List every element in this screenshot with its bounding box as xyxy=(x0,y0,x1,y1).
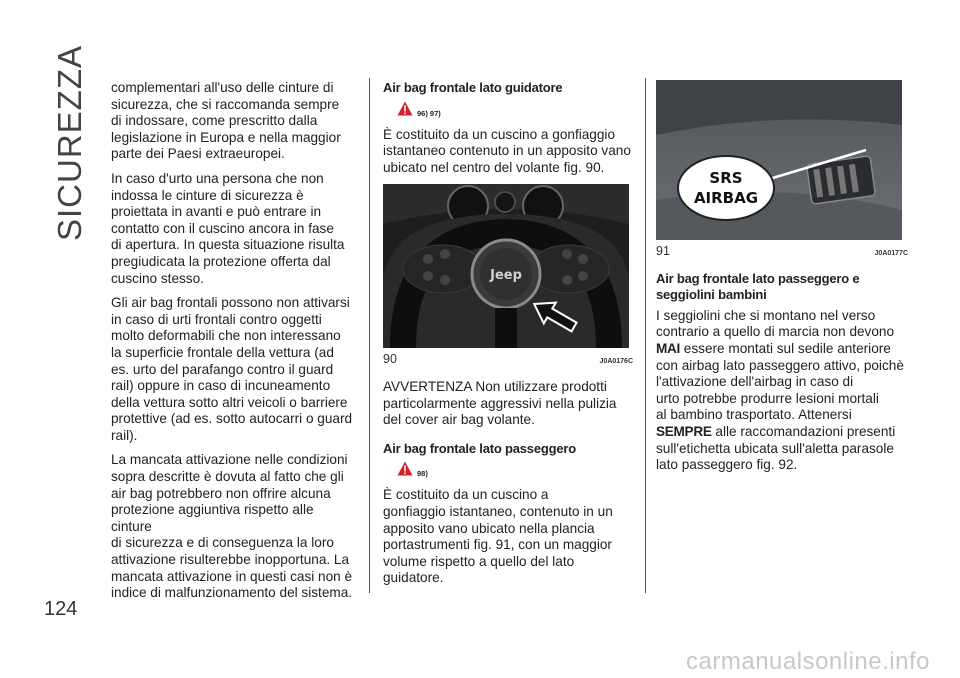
section-heading: Air bag frontale lato guidatore xyxy=(383,80,563,95)
figure-number: 90 xyxy=(383,352,397,367)
warning-triangle-icon xyxy=(397,101,413,116)
text-run: essere montati sul sedile anteriore con airbag lato passeggero attivo, poichè l'attivazione dell'airbag in caso di urto potrebbe produrre lesioni mortali al bambino trasportato. Attenersi xyxy=(656,340,904,423)
section-heading: Air bag frontale lato passeggero xyxy=(383,440,576,456)
paragraph: È costituito da un cuscino a gonfiaggio istantaneo, contenuto in un apposito vano ubicato nella plancia portastrumenti fig. 91, con un maggior volume rispetto a quello del lato guidatore. xyxy=(383,487,613,586)
figure-number: 91 xyxy=(656,244,670,258)
warning-ref-numbers: 98) xyxy=(417,469,428,479)
dashboard-image xyxy=(656,80,902,240)
warning-reference xyxy=(397,101,633,121)
paragraph: complementari all'uso delle cinture di sicurezza, che si raccomanda sempre di indossare, come prescritto dalla legislazione in Europa e nella maggior parte dei Paesi extraeuropei. xyxy=(111,80,341,162)
text-run: I seggiolini che si montano nel verso contrario a quello di marcia non devono xyxy=(656,307,895,340)
section-title: SICUREZZA xyxy=(51,44,88,242)
paragraph: È costituito da un cuscino a gonfiaggio istantaneo contenuto in un apposito vano ubicato nel centro del volante fig. 90. xyxy=(383,126,631,175)
column-3 xyxy=(656,80,908,482)
text-run: alle raccomandazioni presenti sull'etichetta ubicata sull'aletta parasole lato passeggero fig. 92. xyxy=(656,423,896,473)
column-2 xyxy=(383,80,633,595)
column-divider xyxy=(645,78,646,593)
warning-triangle-icon xyxy=(397,461,413,476)
figure-caption xyxy=(383,351,633,371)
paragraph: AVVERTENZA Non utilizzare prodotti particolarmente aggressivi nella pulizia del cover air bag volante. xyxy=(383,378,617,428)
page-number: 124 xyxy=(44,598,78,620)
airbag-label: AIRBAG xyxy=(693,189,759,207)
figure-code: J0A0176C xyxy=(599,358,633,366)
watermark: carmanualsonline.info xyxy=(686,648,930,675)
emphasis-always: SEMPRE xyxy=(656,423,712,439)
warning-reference xyxy=(397,461,633,481)
steering-wheel-image xyxy=(383,184,629,348)
column-divider xyxy=(369,78,370,593)
paragraph: In caso d'urto una persona che non indossa le cinture di sicurezza è proiettata in avanti e può entrare in contatto con il cuscino ancora in fase di apertura. In questa situazione risulta pregiudicata la protezione offerta dal cuscino stesso. xyxy=(111,170,345,286)
emphasis-never: MAI xyxy=(656,340,681,356)
figure-caption xyxy=(656,243,908,263)
figure-90-steering-wheel xyxy=(383,184,629,348)
srs-label: SRS xyxy=(709,169,743,187)
figure-91-dashboard-airbag xyxy=(656,80,902,240)
jeep-logo: Jeep xyxy=(490,268,522,284)
paragraph: Gli air bag frontali possono non attivarsi in caso di urti frontali contro oggetti molto deformabili che non interessano la superficie frontale della vettura (ad es. urto del parafango contro il guard rail) oppure in caso di incuneamento della vettura sotto altri veicoli o barriere protettive (ad es. sotto autocarri o guard rail). xyxy=(111,295,353,443)
figure-code: J0A0177C xyxy=(874,250,908,257)
warning-ref-numbers: 96) 97) xyxy=(417,108,441,118)
section-heading: Air bag frontale lato passeggero e seggiolini bambini xyxy=(656,270,860,303)
paragraph: La mancata attivazione nelle condizioni sopra descritte è dovuta al fatto che gli air bag potrebbero non offrire alcuna protezione aggiuntiva rispetto alle cinture di sicurezza e di conseguenza la loro attivazione risulterebbe inopportuna. La mancata attivazione in questi casi non è indice di malfunzionamento del sistema. xyxy=(111,452,353,601)
column-1 xyxy=(111,80,353,610)
paragraph xyxy=(656,308,908,474)
